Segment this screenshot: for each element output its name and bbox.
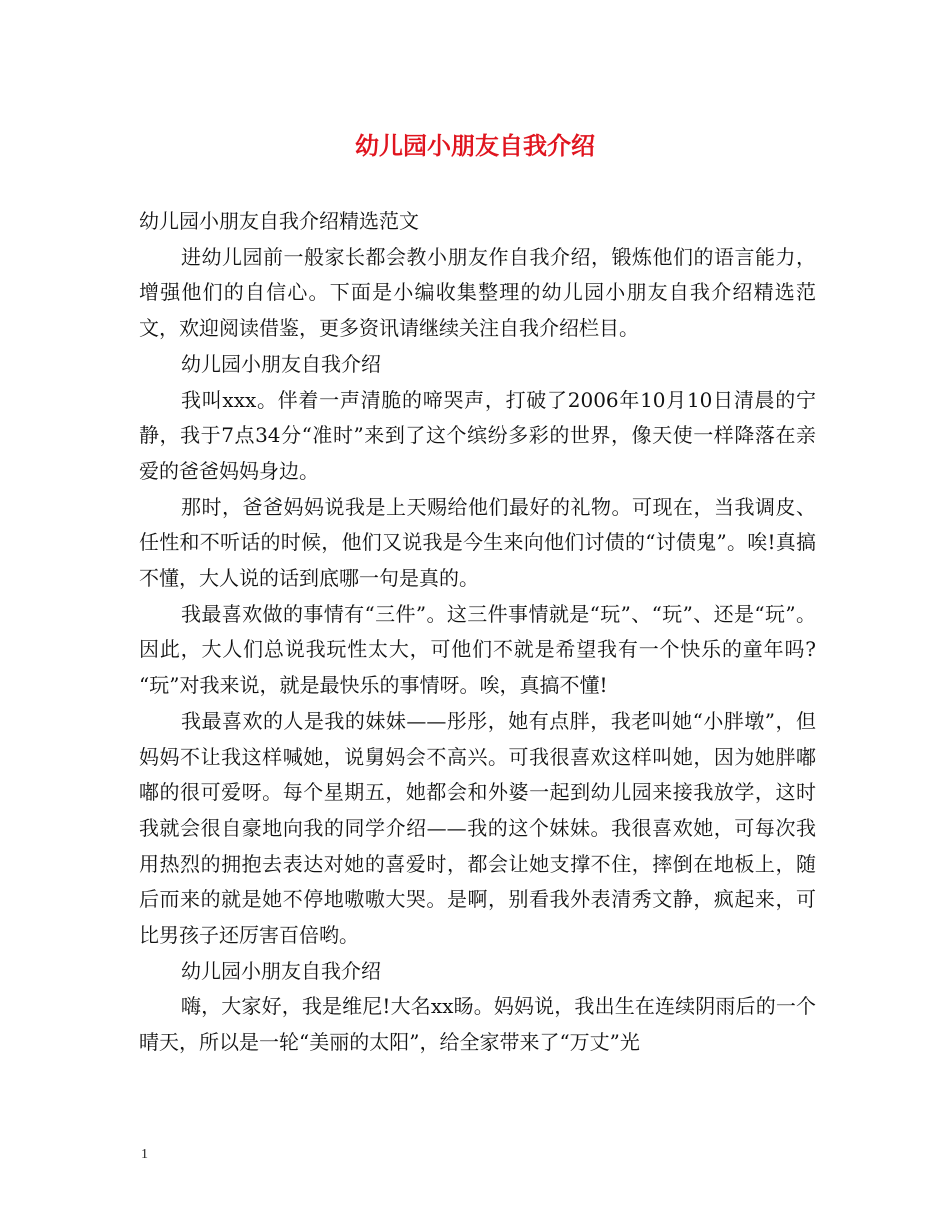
paragraph-birth: 我叫xxx。伴着一声清脆的啼哭声，打破了2006年10月10日清晨的宁静，我于7点34分“准时”来到了这个缤纷多彩的世界，像天使一样降落在亲爱的爸爸妈妈身边。: [139, 387, 816, 483]
document-body: [139, 204, 816, 1061]
paragraph-play: 我最喜欢做的事情有“三件”。这三件事情就是“玩”、“玩”、还是“玩”。因此，大人们总说我玩性太大，可他们不就是希望我有一个快乐的童年吗? “玩”对我来说，就是最快乐的事情呀。唉，真搞不懂!: [139, 601, 816, 698]
paragraph-sister: 我最喜欢的人是我的妹妹——彤彤，她有点胖，我老叫她“小胖墩”，但妈妈不让我这样喊她，说舅妈会不高兴。可我很喜欢这样叫她，因为她胖嘟嘟的很可爱呀。每个星期五，她都会和外婆一起到幼儿园来接我放学，这时我就会很自豪地向我的同学介绍——我的这个妹妹。我很喜欢她，可每次我用热烈的拥抱去表达对她的喜爱时，都会让她支撑不住，摔倒在地板上，随后而来的就是她不停地嗷嗷大哭。是啊，别看我外表清秀文静，疯起来，可比男孩子还厉害百倍哟。: [139, 708, 816, 948]
paragraph-intro: 进幼儿园前一般家长都会教小朋友作自我介绍，锻炼他们的语言能力，增强他们的自信心。下面是小编收集整理的幼儿园小朋友自我介绍精选范文，欢迎阅读借鉴，更多资讯请继续关注自我介绍栏目。: [139, 244, 816, 341]
page-number: 1: [141, 1147, 148, 1162]
page-title: 幼儿园小朋友自我介绍: [355, 131, 595, 160]
section-heading-2: 幼儿园小朋友自我介绍: [181, 958, 381, 983]
section-heading-1: 幼儿园小朋友自我介绍: [181, 351, 381, 376]
document-subtitle: 幼儿园小朋友自我介绍精选范文: [139, 209, 419, 233]
paragraph-parents: 那时，爸爸妈妈说我是上天赐给他们最好的礼物。可现在，当我调皮、任性和不听话的时候，他们又说我是今生来向他们讨债的“讨债鬼”。唉!真搞不懂，大人说的话到底哪一句是真的。: [139, 494, 816, 591]
paragraph-winnie: 嗨，大家好，我是维尼!大名xx旸。妈妈说，我出生在连续阴雨后的一个晴天，所以是一轮“美丽的太阳”，给全家带来了“万丈”光: [139, 994, 816, 1055]
